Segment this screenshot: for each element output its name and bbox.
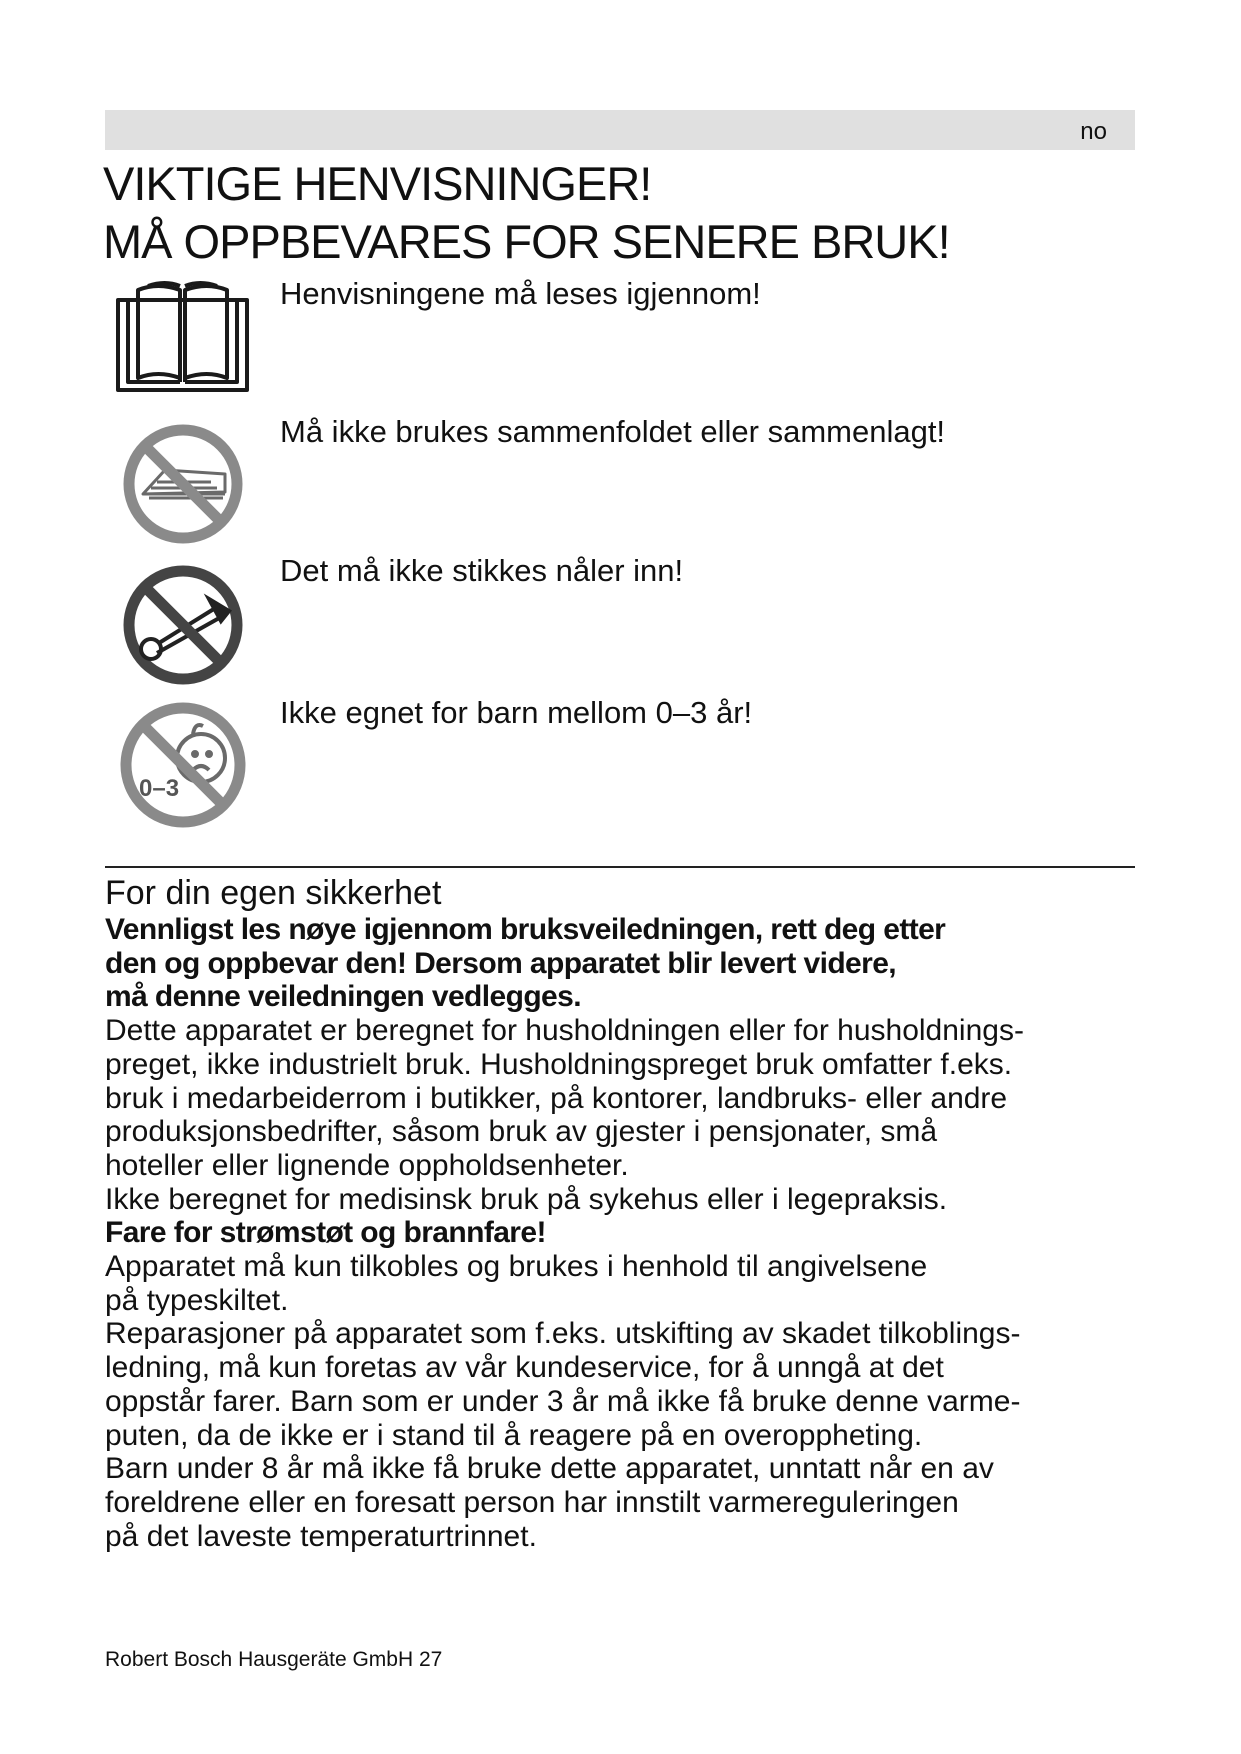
safety-line: ledning, må kun foretas av vår kundeservice, for å unngå at det — [105, 1351, 944, 1385]
no-folding-icon — [121, 422, 245, 546]
note-no-folding: Må ikke brukes sammenfoldet eller sammenlagt! — [280, 414, 946, 449]
language-code: no — [1080, 118, 1107, 145]
title-line-1: VIKTIGE HENVISNINGER! — [103, 157, 652, 210]
safety-line: puten, da de ikke er i stand til å reagere på en overoppheting. — [105, 1418, 923, 1452]
note-no-pins: Det må ikke stikkes nåler inn! — [280, 553, 684, 588]
safety-line: Reparasjoner på apparatet som f.eks. utskifting av skadet tilkoblings- — [105, 1317, 1021, 1351]
title-line-2: MÅ OPPBEVARES FOR SENERE BRUK! — [103, 215, 950, 268]
safety-line: foreldrene eller en foresatt person har innstilt varmereguleringen — [105, 1485, 959, 1519]
safety-line: hoteller eller lignende oppholdsenheter. — [105, 1148, 629, 1182]
safety-line: Dette apparatet er beregnet for husholdningen eller for husholdnings- — [105, 1014, 1024, 1048]
note-read-manual: Henvisningene må leses igjennom! — [280, 276, 761, 311]
age-badge: 0–3 — [139, 775, 180, 802]
safety-heading: For din egen sikkerhet — [105, 874, 442, 912]
read-manual-icon — [110, 278, 255, 398]
safety-line: produksjonsbedrifter, såsom bruk av gjester i pensjonater, små — [105, 1115, 938, 1149]
not-for-children-0-3-icon — [117, 700, 249, 830]
safety-line: den og oppbevar den! Dersom apparatet blir levert videre, — [105, 946, 897, 980]
safety-body — [105, 913, 1145, 1553]
safety-line: Ikke beregnet for medisinsk bruk på sykehus eller i legepraksis. — [105, 1182, 948, 1216]
safety-line: må denne veiledningen vedlegges. — [105, 980, 581, 1014]
no-pins-icon — [121, 563, 245, 687]
note-not-for-children: Ikke egnet for barn mellom 0–3 år! — [280, 695, 753, 730]
safety-line: på typeskiltet. — [105, 1283, 289, 1317]
safety-line: Barn under 8 år må ikke få bruke dette apparatet, unntatt når en av — [105, 1452, 994, 1486]
safety-line: preget, ikke industrielt bruk. Husholdningspreget bruk omfatter f.eks. — [105, 1047, 1013, 1081]
footer-text: Robert Bosch Hausgeräte GmbH 27 — [105, 1648, 443, 1671]
safety-line: bruk i medarbeiderrom i butikker, på kontorer, landbruks- eller andre — [105, 1081, 1008, 1115]
safety-line: Apparatet må kun tilkobles og brukes i henhold til angivelsene — [105, 1250, 928, 1284]
section-divider — [105, 866, 1135, 868]
header-bar — [105, 110, 1135, 150]
safety-line: Fare for strømstøt og brannfare! — [105, 1216, 546, 1250]
page-title — [103, 155, 950, 271]
safety-line: oppstår farer. Barn som er under 3 år må ikke få bruke denne varme- — [105, 1384, 1021, 1418]
safety-line: på det laveste temperaturtrinnet. — [105, 1519, 537, 1553]
safety-line: Vennligst les nøye igjennom bruksveiledningen, rett deg etter — [105, 913, 946, 946]
